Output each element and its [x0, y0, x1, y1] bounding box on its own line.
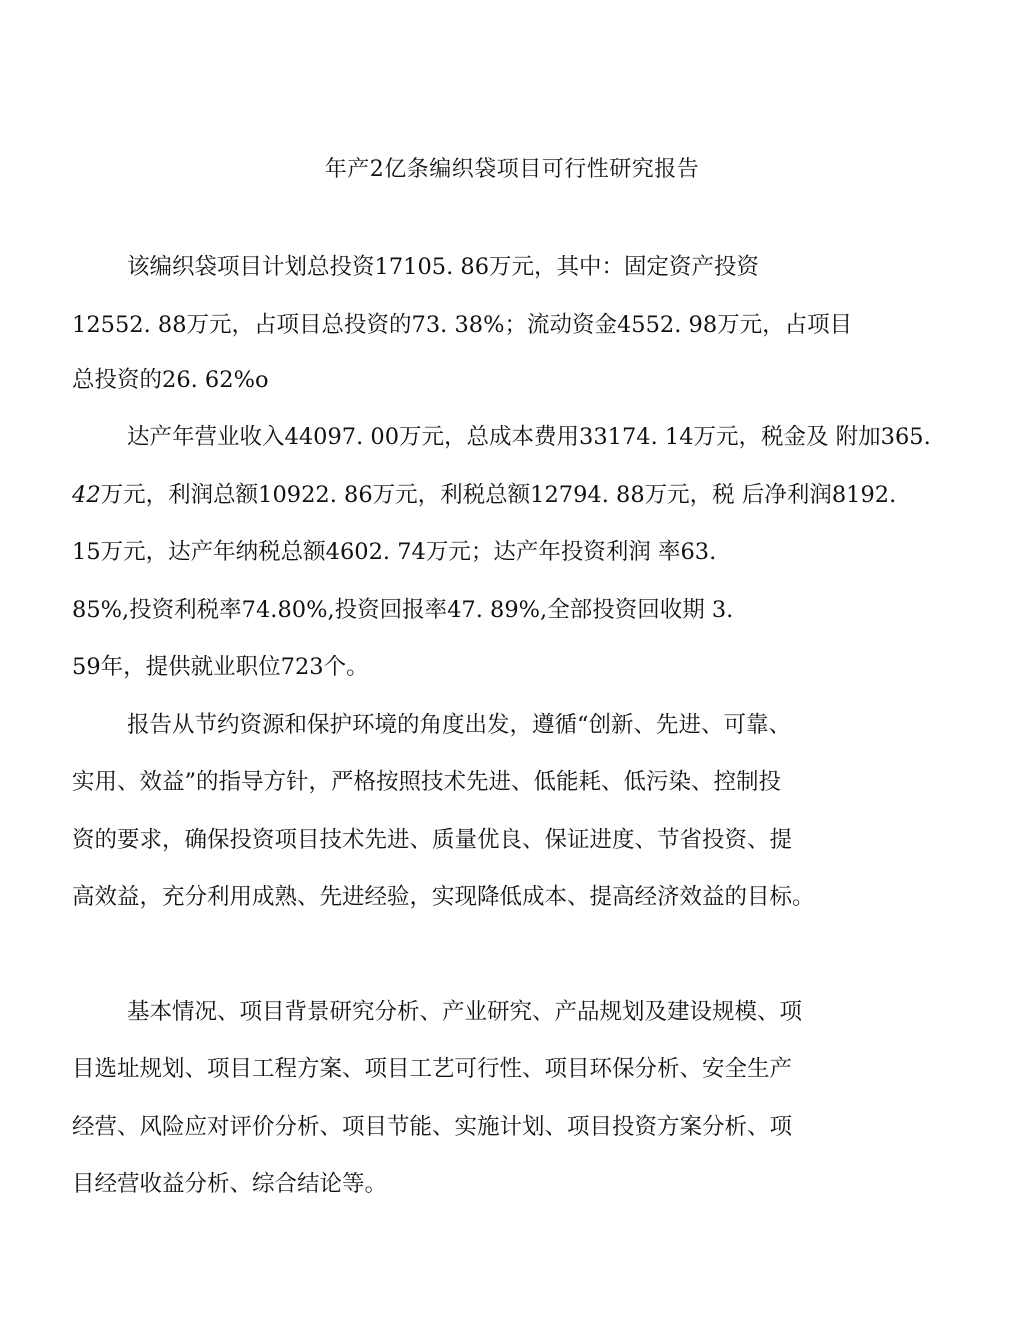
paragraph-1-line-3: 总投资的26. 62%o: [72, 367, 269, 393]
paragraph-3-line-4: 高效益，充分利用成熟、先进经验，实现降低成本、提高经济效益的目标。: [72, 884, 815, 910]
paragraph-4-line-4: 目经营收益分析、综合结论等。: [72, 1171, 388, 1197]
paragraph-2-line-4: 85%,投资利税率74.80%,投资回报率47. 89%,全部投资回收期 3.: [72, 597, 734, 623]
paragraph-3-line-1: 报告从节约资源和保护环境的角度出发，遵循“创新、先进、可靠、: [127, 712, 792, 738]
paragraph-4-line-2: 目选址规划、项目工程方案、项目工艺可行性、项目环保分析、安全生产: [72, 1056, 793, 1082]
paragraph-3-line-2: 实用、效益”的指导方针，严格按照技术先进、低能耗、低污染、控制投: [72, 769, 782, 795]
document-title: 年产2亿条编织袋项目可行性研究报告: [324, 157, 700, 182]
paragraph-4-line-3: 经营、风险应对评价分析、项目节能、实施计划、项目投资方案分析、项: [72, 1114, 793, 1140]
paragraph-1-line-1: 该编织袋项目计划总投资17105. 86万元，其中：固定资产投资: [127, 254, 760, 280]
paragraph-2-line-5: 59年，提供就业职位723个。: [72, 654, 369, 680]
paragraph-2-line-1: 达产年营业收入44097. 00万元，总成本费用33174. 14万元，税金及 附加365.: [127, 424, 931, 450]
paragraph-2-italic-number: 42: [72, 482, 101, 508]
paragraph-2-line-2-text: 万元，利润总额10922. 86万元，利税总额12794. 88万元，税 后净利润8192.: [100, 482, 897, 508]
paragraph-2-line-3: 15万元，达产年纳税总额4602. 74万元；达产年投资利润 率63.: [72, 539, 717, 565]
paragraph-1-line-2: 12552. 88万元，占项目总投资的73. 38%；流动资金4552. 98万元，占项目: [72, 312, 853, 338]
paragraph-3-line-3: 资的要求，确保投资项目技术先进、质量优良、保证进度、节省投资、提: [72, 827, 793, 853]
paragraph-2-line-2: [72, 480, 896, 510]
paragraph-4-line-1: 基本情况、项目背景研究分析、产业研究、产品规划及建设规模、项: [127, 999, 803, 1025]
